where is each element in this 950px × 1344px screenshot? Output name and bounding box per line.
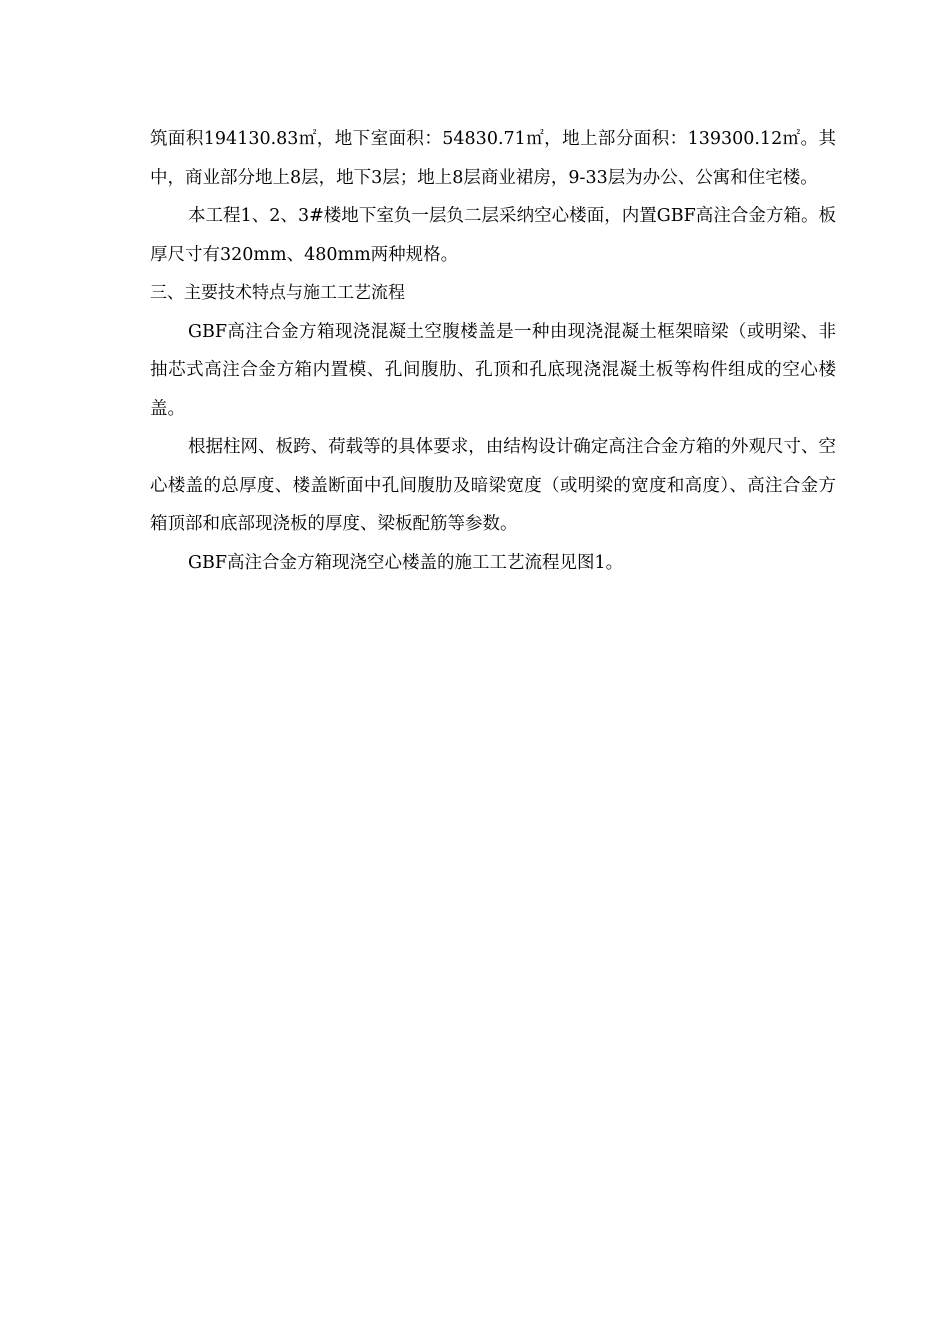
paragraph-process-reference: GBF高注合金方箱现浇空心楼盖的施工工艺流程见图1。 [188,552,624,573]
paragraph-design-parameters: 根据柱网、板跨、荷载等的具体要求，由结构设计确定高注合金方箱的外观尺寸、空心楼盖的总厚度、楼盖断面中孔间腹肋及暗梁宽度（或明梁的宽度和高度）、高注合金方箱顶部和底部现浇板的厚度、梁板配筋等参数。 [150,437,836,534]
document-body [150,120,836,582]
paragraph-hollow-floor: 本工程1、2、3#楼地下室负一层负二层采纳空心楼面，内置GBF高注合金方箱。板厚尺寸有320mm、480mm两种规格。 [150,206,836,265]
paragraph-building-area: 筑面积194130.83㎡，地下室面积：54830.71㎡，地上部分面积：139300.12㎡。其中，商业部分地上8层，地下3层；地上8层商业裙房，9-33层为办公、公寓和住宅楼。 [150,129,836,188]
section-heading: 三、主要技术特点与施工工艺流程 [150,283,405,303]
paragraph-gbf-definition: GBF高注合金方箱现浇混凝土空腹楼盖是一种由现浇混凝土框架暗梁（或明梁、非抽芯式高注合金方箱内置模、孔间腹肋、孔顶和孔底现浇混凝土板等构件组成的空心楼盖。 [150,321,836,419]
